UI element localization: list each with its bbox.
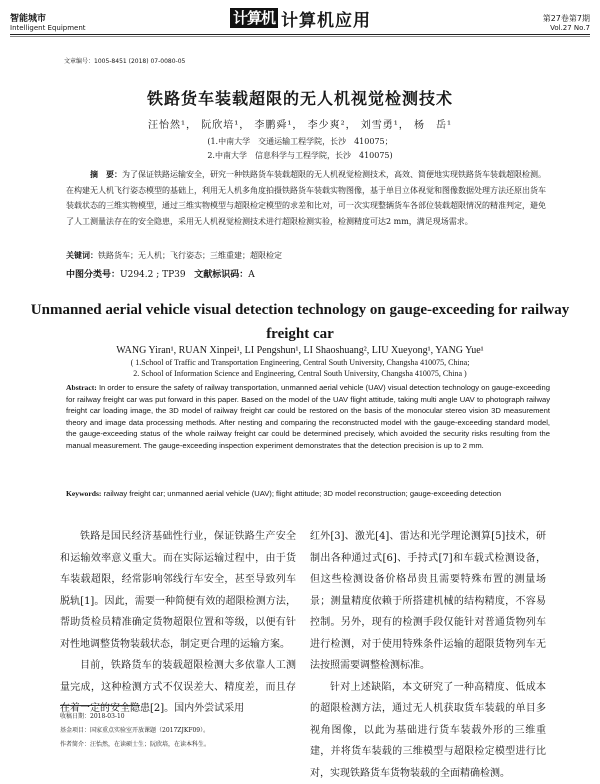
issue-cn: 第27卷第7期 [543, 14, 590, 24]
logo-name: 计算机应用 [281, 6, 371, 31]
body-paragraph: 红外[3]、激光[4]、雷达和光学理论测算[5]技术，研制出各种通过式[6]、手持式[7]和车载式检测设备，但这些检测设备价格昂贵且需要特殊布置的测量场景；测量精度依赖于所搭建机械的结构精度，不容易控制。另外，现有的检测手段仅能针对普通货物列车进行检测，对于使用特殊条件运输的超限货物列车无法按照需要调整检测标准。 [310, 526, 546, 677]
abstract-cn-label: 摘 要： [90, 170, 122, 179]
footnotes [60, 710, 300, 752]
body-column-right [310, 526, 546, 784]
paper-title-cn: 铁路货车装载超限的无人机视觉检测技术 [0, 86, 600, 109]
keywords-en [66, 488, 550, 500]
journal-logo [230, 7, 371, 29]
journal-name: 智能城市 [10, 14, 86, 24]
logo-mark: 计算机 [230, 8, 278, 28]
body-paragraph: 针对上述缺陷，本文研究了一种高精度、低成本的超限检测方法，通过无人机获取货车装载的单目多视角图像，以此为基础进行货车装载外形的三维重建，并将货车装载的三维模型与超限检定模型进行比对，实现铁路货车货物装载的全面精确检测。 [310, 677, 546, 784]
clc-value: U294.2 ; TP39 [120, 270, 186, 280]
footnote-rule [60, 705, 140, 706]
affiliation-cn-1: (1.中南大学 交通运输工程学院，长沙 410075； [0, 136, 600, 147]
header-rule-thin [10, 36, 590, 37]
footnote-received: 收稿日期：2018-03-10 [60, 710, 300, 724]
affiliation-en-2: 2. School of Information Science and Engineering, Central South University, Changsha 410075, China ) [0, 369, 600, 378]
issue-en: Vol.27 No.7 [543, 24, 590, 33]
abstract-en-text: In order to ensure the safety of railway transportation, unmanned aerial vehicle (UAV) visual detection technology on gauge-exceeding for railway freight car was put forward in this paper. Based on the model of the UAV flight attitude, taking multi angle UAV to photograph railway freight car loading image, the 3D model of railway freight car could be restored on the basis of the monocular stereo vision 3D measurement theory and image data processing methods. After nesting and comparing the reconstructed model with the gauge-exceeding standard model, the gauge-exceeding status of the whole railway freight car could be determined precisely, which avoided the security risks resulting from the manual measurement. The gauge-exceeding inspection experiment demonstrates that the detection precision is up to 2 mm. [66, 383, 550, 450]
doc-code-label: 文献标识码： [194, 270, 248, 280]
classification-cn [66, 267, 255, 280]
footnote-funding: 基金项目：国家重点实验室开放课题（2017ZJKF09）。 [60, 724, 300, 738]
keywords-cn-label: 关键词： [66, 250, 98, 260]
abstract-en-label: Abstract: [66, 383, 97, 392]
abstract-cn-text: 为了保证铁路运输安全，研究一种铁路货车装载超限的无人机视觉检测技术，高效、简便地实现铁路货车装载超限检测。在构建无人机飞行姿态模型的基础上，利用无人机多角度拍摄铁路货车装载实物图像，基于单目立体视觉和图像数据处理方法还原出货车装载状态的三维实物模型，通过三维实物模型与超限检定模型的求差和比对，可一次实现整辆货车各部位装载超限情况的精准判定，避免了人工测量法存在的安全隐患，采用无人机视觉检测技术进行超限检测实验，检测精度可达2 mm，满足现场需求。 [66, 170, 546, 226]
header-rule [10, 34, 590, 35]
footnote-author: 作者简介：汪怡然，在读硕士生；阮欣培，在读本科生。 [60, 738, 300, 752]
body-column-left [60, 526, 296, 720]
keywords-cn [66, 250, 282, 261]
article-number: 文章编号：1005-8451 (2018) 07-0080-05 [64, 56, 185, 65]
keywords-en-text: railway freight car; unmanned aerial vehicle (UAV); flight attitude; 3D model reconstruction; gauge-exceeding detection [104, 489, 501, 498]
paper-title-en: Unmanned aerial vehicle visual detection technology on gauge-exceeding for railway freight car [30, 298, 570, 346]
authors-en: WANG Yiran¹, RUAN Xinpei¹, LI Pengshun¹, LI Shaoshuang², LIU Xueyong¹, YANG Yue¹ [0, 345, 600, 356]
doc-code-value: A [248, 270, 255, 280]
affiliation-en-1: ( 1.School of Traffic and Transportation Engineering, Central South University, Changsha 410075, China; [0, 358, 600, 367]
affiliation-cn-2: 2.中南大学 信息科学与工程学院，长沙 410075) [0, 150, 600, 161]
journal-header-left [10, 14, 86, 33]
clc-label: 中图分类号： [66, 270, 120, 280]
body-paragraph: 目前，铁路货车的装载超限检测大多依靠人工测量完成，这种检测方式不仅误差大、精度差，而且存在着一定的安全隐患[2]。国内外尝试采用 [60, 655, 296, 720]
keywords-cn-text: 铁路货车；无人机；飞行姿态；三维重建；超限检定 [98, 251, 282, 260]
abstract-en [66, 382, 550, 452]
authors-cn: 汪怡然¹， 阮欣培¹， 李鹏舜¹， 李少爽²， 刘雪勇¹， 杨 岳¹ [0, 116, 600, 131]
abstract-cn [66, 167, 546, 229]
body-paragraph: 铁路是国民经济基础性行业，保证铁路生产安全和运输效率意义重大。而在实际运输过程中，由于货车装载超限，经常影响邻线行车安全，甚至导致列车脱轨[1]。因此，需要一种简便有效的超限检测方法，帮助货检员精准确定货物超限位置和等级，以便有针对性地调整货物装载状态，制定更合理的运输方案。 [60, 526, 296, 655]
keywords-en-label: Keywords: [66, 489, 101, 498]
journal-name-en: Intelligent Equipment [10, 24, 86, 33]
issue-info [543, 14, 590, 33]
